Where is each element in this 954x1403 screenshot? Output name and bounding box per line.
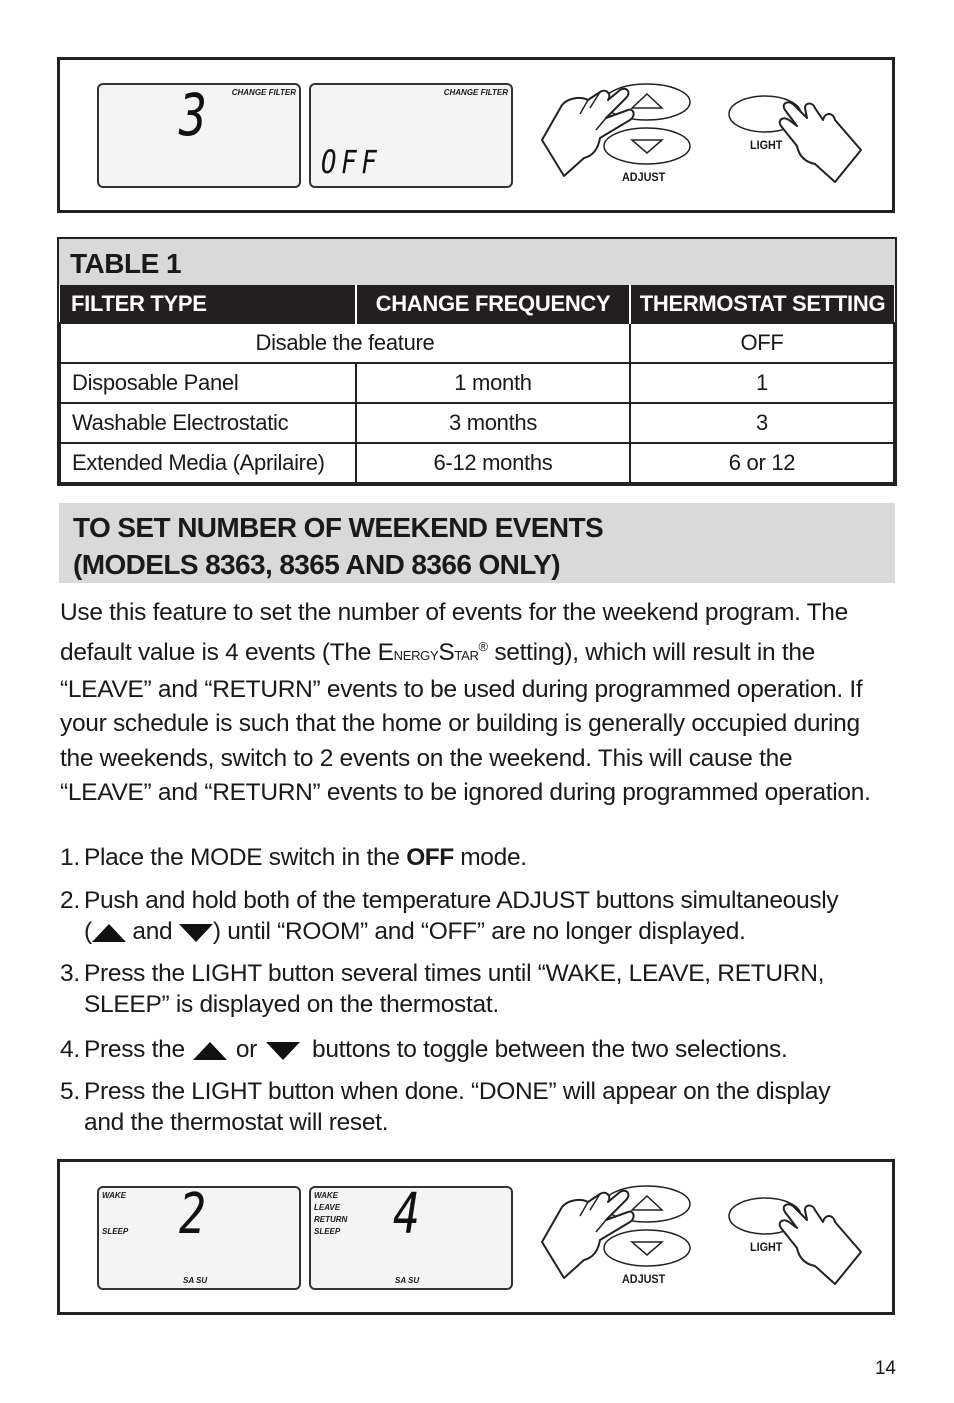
brand-nergy: nergy [393,644,439,666]
header-thermostat-setting: THERMOSTAT SETTING [630,285,894,323]
step-text: SLEEP” is displayed on the thermostat. [84,991,499,1018]
step-2 [60,885,890,947]
adjust-buttons-icon [540,1182,700,1292]
step-bold: OFF [406,844,454,871]
filter-type-cell: Washable Electrostatic [60,403,356,443]
step-text: Press the [84,1036,192,1063]
days-label: SA SU [395,1276,420,1285]
lcd-off-text: OFF [321,143,382,181]
steps-list [60,842,890,1149]
intro-text-a: Use this feature to set the number of events for the weekend program. The default value is 4 events (The [60,599,848,667]
setting-cell: 6 or 12 [630,443,894,483]
step-4 [60,1034,890,1065]
step-text: and the thermostat will reset. [84,1109,389,1136]
change-filter-label: CHANGE FILTER [443,88,508,97]
light-label: LIGHT [750,1240,783,1254]
brand-e: E [377,639,394,667]
figure-change-filter [57,57,895,213]
intro-text-b: setting), which will result in the “LEAVE” and “RETURN” events to be used during programmed operation. If your schedule is such that the home or building is generally occupied during the weekends, switch to 2 events on the weekend. This will cause the “LEAVE” and “RETURN” events to be ignored during programmed operation. [60,639,871,807]
event-labels: WAKE SLEEP [102,1191,129,1236]
step-text: Press the LIGHT button several times until “WAKE, LEAVE, RETURN, [84,960,825,987]
step-text: ( [84,918,92,945]
intro-paragraph [60,596,890,811]
step-text: or [229,1036,264,1063]
lcd-display-setting [97,83,301,188]
header-change-frequency: CHANGE FREQUENCY [356,285,630,323]
figure-weekend-events [57,1159,895,1315]
registered-mark: ® [478,639,488,655]
lcd-display-off [309,83,513,188]
step-text: and [125,918,179,945]
step-number: 3. [60,960,80,987]
filter-table [57,237,897,486]
lcd-digit: 2 [179,1182,206,1247]
step-text: Press the LIGHT button when done. “DONE” will appear on the display [84,1078,831,1105]
section-title-line1: TO SET NUMBER OF WEEKEND EVENTS [73,512,604,543]
down-arrow-icon [266,1042,300,1060]
setting-cell: 3 [630,403,894,443]
step-1 [60,842,890,873]
step-number: 1. [60,844,80,871]
step-number: 2. [60,887,80,914]
header-filter-type: FILTER TYPE [60,285,356,323]
step-text: buttons to toggle between the two selections. [305,1036,788,1063]
section-title-line2: (MODELS 8363, 8365 AND 8366 ONLY) [73,549,561,580]
section-heading [59,503,895,583]
step-number: 4. [60,1036,80,1063]
up-arrow-icon [193,1042,227,1060]
lcd-digit: 3 [179,81,207,149]
table-row [60,363,894,403]
step-5 [60,1076,890,1138]
lcd-display-4-events [309,1182,513,1290]
step-text: mode. [453,844,527,871]
step-3 [60,958,890,1020]
down-arrow-icon [179,924,213,942]
table-caption: TABLE 1 [59,239,895,285]
frequency-cell: 6-12 months [356,443,630,483]
days-label: SA SU [183,1276,208,1285]
table-row [60,443,894,483]
table-row [60,403,894,443]
event-labels: WAKE LEAVE RETURN SLEEP [314,1191,348,1236]
step-text: Place the MODE switch in the [84,844,407,871]
lcd-display-2-events [97,1182,301,1290]
table-row [60,323,894,363]
light-label: LIGHT [750,138,783,152]
setting-cell: 1 [630,363,894,403]
brand-tar: tar [454,644,479,666]
change-filter-label: CHANGE FILTER [231,88,296,97]
up-arrow-icon [92,924,126,942]
lcd-digit: 4 [393,1182,420,1247]
frequency-cell: 1 month [356,363,630,403]
frequency-cell: 3 months [356,403,630,443]
filter-type-cell: Disposable Panel [60,363,356,403]
light-button-icon [725,90,875,190]
step-text: Push and hold both of the temperature ADJUST buttons simultaneously [84,887,839,914]
step-number: 5. [60,1078,80,1105]
step-text: ) until “ROOM” and “OFF” are no longer displayed. [212,918,746,945]
disable-feature-cell: Disable the feature [60,323,630,363]
filter-type-cell: Extended Media (Aprilaire) [60,443,356,483]
page-number: 14 [874,1358,896,1379]
adjust-label: ADJUST [622,170,666,184]
light-button-icon [725,1192,875,1292]
brand-s: S [438,639,455,667]
adjust-label: ADJUST [622,1272,666,1286]
setting-cell: OFF [630,323,894,363]
adjust-buttons-icon [540,80,700,190]
